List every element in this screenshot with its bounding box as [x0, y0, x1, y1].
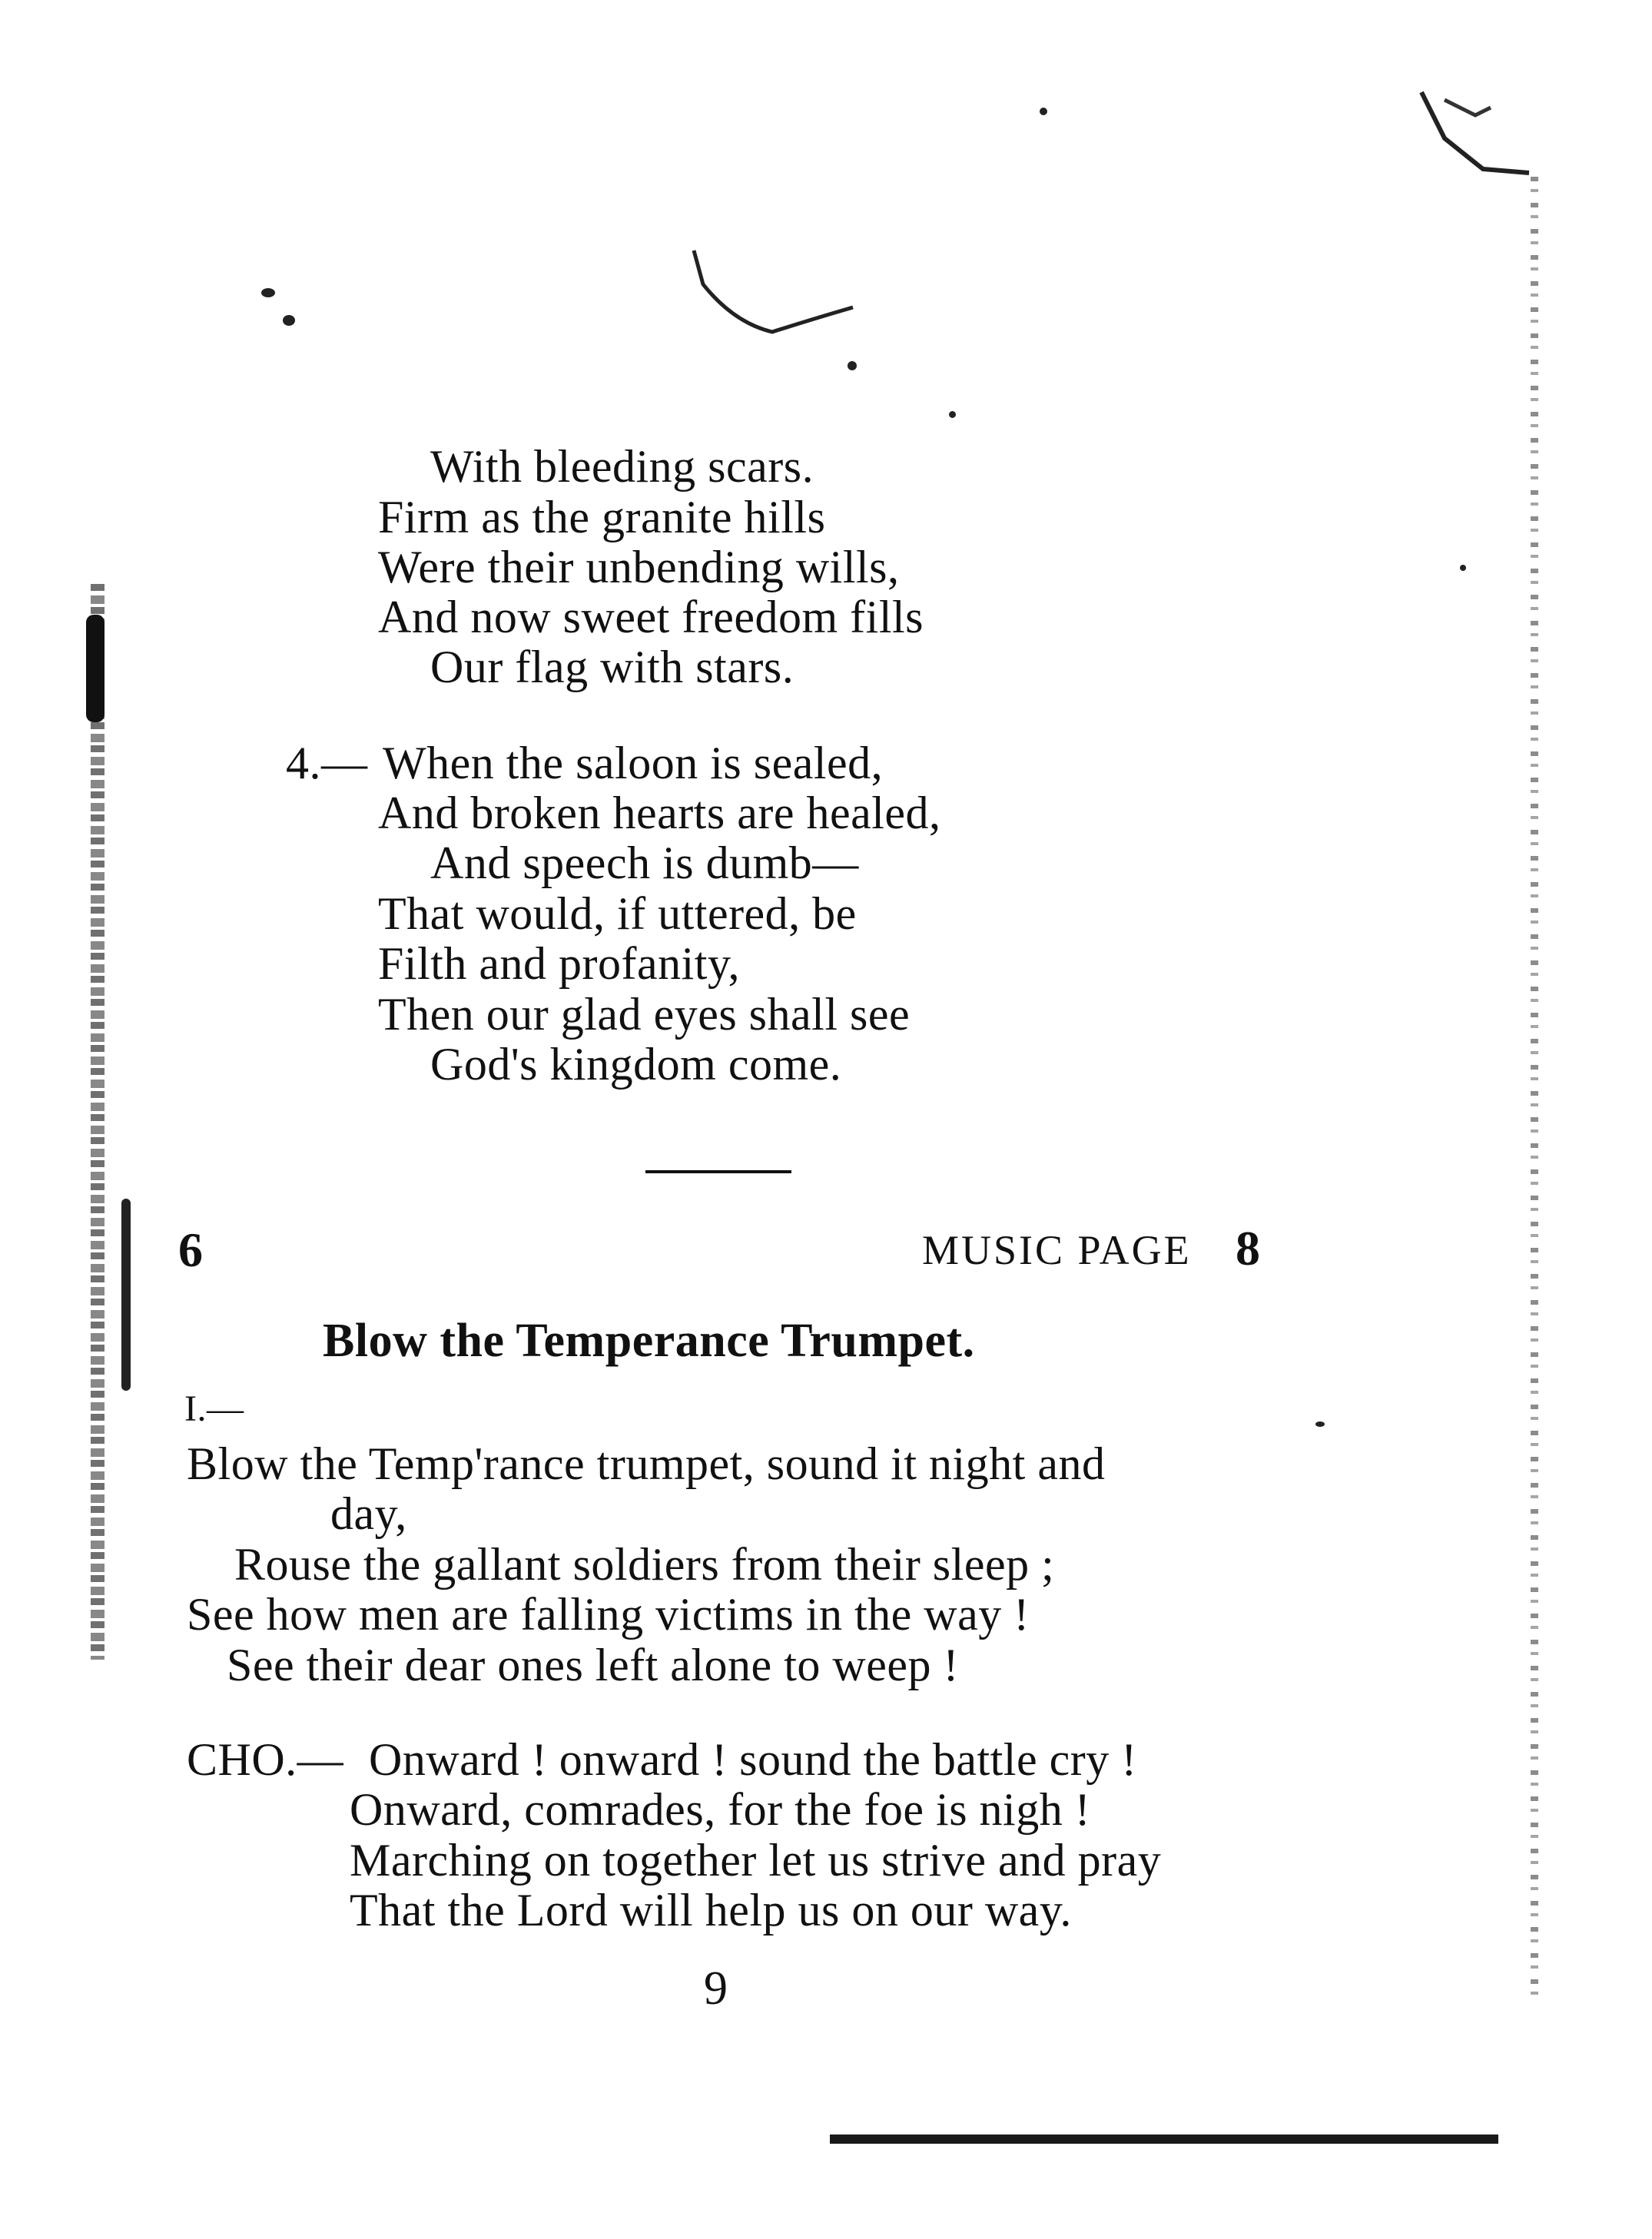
verse-line: Blow the Temp'rance trumpet, sound it night and: [187, 1438, 1106, 1489]
stanza-number: 4.—: [286, 738, 368, 788]
chorus-line: Onward, comrades, for the foe is nigh !: [350, 1784, 1091, 1835]
right-page-edge: [1531, 177, 1538, 2005]
stanza-line: With bleeding scars.: [430, 441, 814, 492]
ink-speck: [1460, 565, 1466, 571]
left-edge-mark: [121, 1199, 131, 1391]
stanza-line: Our flag with stars.: [430, 642, 794, 692]
ink-speck: [261, 288, 275, 297]
chorus-line: Onward ! onward ! sound the battle cry !: [369, 1734, 1137, 1785]
stanza-line: And broken hearts are healed,: [378, 788, 941, 838]
stanza-line: Were their unbending wills,: [378, 542, 900, 592]
music-page-label: MUSIC PAGE: [922, 1227, 1192, 1273]
stanza-line: And speech is dumb—: [430, 838, 859, 888]
ink-speck: [1315, 1421, 1325, 1427]
verse-line: See how men are falling victims in the way !: [187, 1589, 1030, 1640]
hymn-title: Blow the Temperance Trumpet.: [323, 1315, 975, 1367]
stanza-line: God's kingdom come.: [430, 1039, 842, 1090]
ink-speck: [848, 361, 857, 370]
ink-stroke-mark: [688, 246, 864, 346]
torn-corner-mark: [1414, 77, 1537, 184]
chorus-line: Marching on together let us strive and pray: [350, 1835, 1162, 1886]
ink-speck: [949, 411, 956, 418]
music-page-number: 8: [1236, 1221, 1261, 1275]
chorus-line: That the Lord will help us on our way.: [350, 1885, 1072, 1935]
verse-line: day,: [330, 1488, 407, 1539]
chorus-label: CHO.—: [187, 1734, 344, 1785]
left-edge-mark: [86, 615, 104, 722]
stanza-line: Firm as the granite hills: [378, 492, 826, 542]
ink-speck: [283, 315, 295, 326]
bottom-page-edge: [830, 2135, 1498, 2144]
hymn-number: 6: [178, 1222, 204, 1277]
ink-speck: [1040, 108, 1047, 115]
stanza-line: And now sweet freedom fills: [378, 592, 924, 642]
verse-line: Rouse the gallant soldiers from their sleep ;: [234, 1539, 1055, 1590]
stanza-line: Then our glad eyes shall see: [378, 989, 911, 1040]
left-binding-edge: [91, 584, 104, 1660]
verse-number: I.—: [184, 1388, 244, 1429]
verse-line: See their dear ones left alone to weep !: [227, 1640, 959, 1690]
stanza-line: Filth and profanity,: [378, 938, 741, 989]
page-number: 9: [704, 1962, 728, 2015]
stanza-line: When the saloon is sealed,: [383, 738, 884, 788]
stanza-line: That would, if uttered, be: [378, 888, 857, 939]
section-divider: [645, 1170, 791, 1173]
